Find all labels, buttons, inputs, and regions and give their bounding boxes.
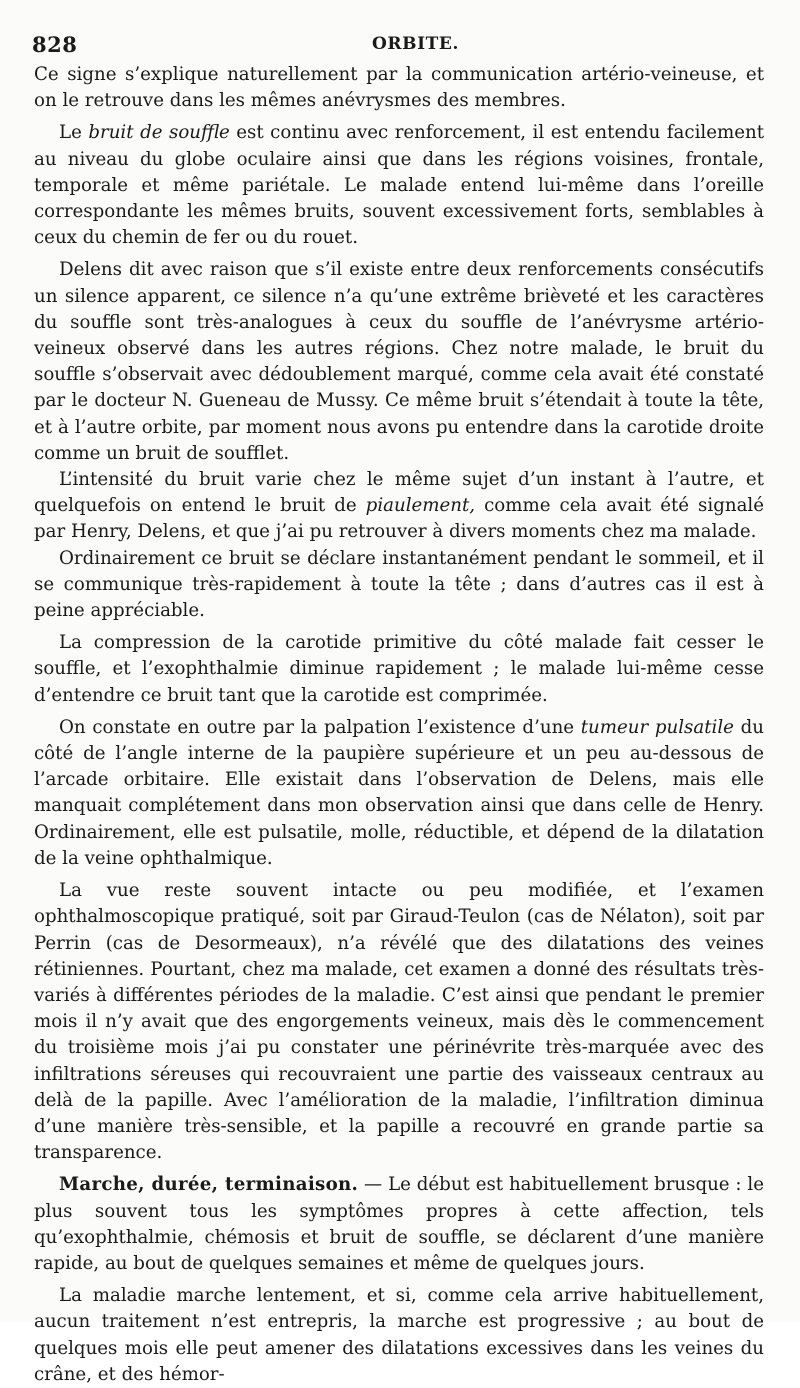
page-number: 828	[32, 32, 78, 57]
body-text	[34, 62, 764, 1388]
paragraph-text: Delens dit avec raison que s’il existe entre deux renforcements consécutifs un silence apparent, ce silence n’a qu’une extrême brièveté et les caractères du souffle sont très-analogues à ceux du souffle de l’anévrysme artério-veineux observé dans les autres régions. Chez notre malade, le bruit du souffle s’observait avec dédoublement marqué, comme cela avait été constaté par le docteur N. Gueneau de Mussy. Ce même bruit s’étendait à toute la tête, et à l’autre orbite, par moment nous avons pu entendre dans la carotide droite comme un bruit de soufflet.	[34, 259, 764, 464]
paragraph-7	[34, 715, 764, 872]
paragraph-4	[34, 467, 764, 546]
paragraph-text: du côté de l’angle interne de la paupière supérieure et un peu au-dessous de l’arcade orbitaire. Elle existait dans l’observation de Delens, mais elle manquait complétement dans mon observation ainsi que dans celle de Henry. Ordinairement, elle est pulsatile, molle, réductible, et dépend de la dilatation de la veine ophthalmique.	[34, 716, 765, 869]
running-head: ORBITE.	[372, 34, 459, 54]
paragraph-1	[34, 62, 764, 114]
paragraph-6	[34, 630, 764, 709]
paragraph-lead: On constate en outre par la palpation l’existence d’une	[59, 716, 581, 738]
paragraph-lead: Le	[59, 122, 89, 144]
paragraph-2	[34, 120, 764, 251]
paragraph-8	[34, 878, 764, 1166]
paragraph-text: est continu avec renforcement, il est entendu facilement au niveau du globe oculaire ainsi que dans les régions voisines, frontale, temporale et même pariétale. Le malade entend lui-même dans l’oreille correspondante les mêmes bruits, souvent excessivement forts, semblables à ceux du chemin de fer ou du rouet.	[34, 122, 764, 249]
paragraph-text: — Le début est habituellement brusque : le plus souvent tous les symptômes propres à cette affection, tels qu’exophthalmie, chémosis et bruit de souffle, se déclarent d’une manière rapide, au bout de quelques semaines et même de quelques jours.	[34, 1174, 764, 1274]
paragraph-text: La compression de la carotide primitive du côté malade fait cesser le souffle, et l’exophthalmie diminue rapidement ; le malade lui-même cesse d’entendre ce bruit tant que la carotide est comprimée.	[34, 632, 764, 706]
paragraph-text: La maladie marche lentement, et si, comme cela arrive habituellement, aucun traitement n’est entrepris, la marche est progressive ; au bout de quelques mois elle peut amener des dilatations excessives dans les veines du crâne, et des hémor-	[34, 1285, 764, 1385]
paragraph-3	[34, 257, 764, 467]
paragraph-10	[34, 1283, 764, 1388]
italic-term: piaulement,	[365, 495, 476, 517]
page-header	[32, 26, 772, 56]
italic-term: tumeur pulsatile	[580, 716, 734, 738]
paragraph-text: Ordinairement ce bruit se déclare instantanément pendant le sommeil, et il se communique très-rapidement à toute la tête ; dans d’autres cas il est à peine appréciable.	[34, 547, 764, 622]
paragraph-text: La vue reste souvent intacte ou peu modifiée, et l’examen ophthalmoscopique pratiqué, soit par Giraud-Teulon (cas de Nélaton), soit par Perrin (cas de Desormeaux), n’a révélé que des dilatations des veines rétiniennes. Pourtant, chez ma malade, cet examen a donné des résultats très-variés à différentes périodes de la maladie. C’est ainsi que pendant le premier mois il n’y avait que des engorgements veineux, mais dès le commencement du troisième mois j’ai pu constater une périnévrite très-marquée avec des infiltrations séreuses qui recouvraient une partie des vaisseaux centraux au delà de la papille. Avec l’amélioration de la maladie, l’infiltration diminua d’une manière très-sensible, et la papille a recouvré en grande partie sa transparence.	[34, 880, 764, 1164]
paragraph-9	[34, 1172, 764, 1277]
paragraph-text: Ce signe s’explique naturellement par la communication artério-veineuse, et on le retrouve dans les mêmes anévrysmes des membres.	[34, 64, 764, 112]
section-heading: Marche, durée, terminaison.	[59, 1174, 359, 1196]
italic-term: bruit de souffle	[88, 122, 230, 144]
paragraph-5	[34, 546, 764, 625]
paragraph-lead: L’intensité du bruit varie chez le même sujet d’un instant à l’autre, et quelquefois on entend le bruit de	[34, 469, 764, 517]
paragraph-text: comme cela avait été signalé par Henry, Delens, et que j’ai pu retrouver à divers moments chez ma malade.	[34, 495, 764, 543]
